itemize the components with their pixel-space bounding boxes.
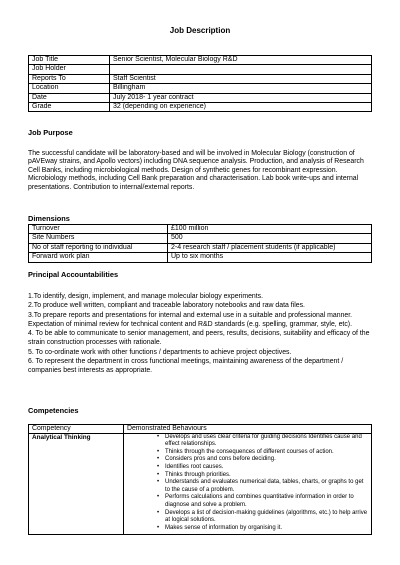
detail-value: 32 (depending on experience) [110, 103, 372, 112]
job-purpose-text: The successful candidate will be laboratory-based and will be involved in Molecular Biology (construction of pAVEway strains, and Apollo vectors) including DNA sequence analysis. Production, and analysis of Research Cell Banks, including microbiological methods. Design of synthetic genes for recombinant expression. Microbiology methods, including Cell Bank preparation and characterisation. Lab book write-ups and internal presentations. Contribution to internal/external reports. [28, 150, 364, 191]
table-row [29, 56, 372, 65]
table-row [29, 93, 372, 102]
competency-column-header: Competency [29, 425, 124, 434]
dimension-label: No of staff reporting to individual [29, 243, 168, 252]
detail-label: Job Title [29, 56, 110, 65]
list-item: • Considers pros and cons before deciding. [157, 456, 368, 464]
table-header-row [29, 425, 372, 434]
list-item: 5. To co-ordinate work with other functions / departments to achieve project objectives. [28, 348, 292, 356]
list-item: • Understands and evaluates numerical data, tables, charts, or graphs to get to the cause of a problem. [157, 479, 368, 494]
behaviours-cell [124, 433, 372, 535]
table-row [29, 74, 372, 83]
competency-name: Analytical Thinking [29, 433, 124, 535]
job-details-table [28, 55, 372, 112]
detail-label: Location [29, 84, 110, 93]
dimension-value: 2-4 research staff / placement students (if applicable) [168, 243, 372, 252]
table-row [29, 253, 372, 262]
list-item: 3.To prepare reports and presentations for internal and external use in a suitable and professional manner. Expectation of minimal review for technical content and R&D standards (e.g. spelling, grammar, style, etc). [28, 311, 353, 328]
list-item: 4. To be able to communicate to senior management, and peers, results, decisions, suitability and efficacy of the strain construction processes with rationale. [28, 330, 370, 347]
detail-value [110, 65, 372, 74]
dimension-label: Turnover [29, 225, 168, 234]
table-row [29, 433, 372, 535]
dimensions-table [28, 224, 372, 263]
table-row [29, 65, 372, 74]
list-item: • Thinks through priorities. [157, 472, 368, 480]
table-row [29, 243, 372, 252]
detail-value: Senior Scientist, Molecular Biology R&D [110, 56, 372, 65]
list-item: • Makes sense of information by organising it. [157, 525, 368, 533]
dimension-value: 500 [168, 234, 372, 243]
list-item: 1.To identify, design, implement, and manage molecular biology experiments. [28, 293, 264, 300]
table-row [29, 225, 372, 234]
detail-label: Job Holder [29, 65, 110, 74]
table-row [29, 103, 372, 112]
detail-label: Date [29, 93, 110, 102]
dimension-label: Site Numbers [29, 234, 168, 243]
accountabilities-list [28, 292, 378, 376]
behaviours-column-header: Demonstrated Behaviours [124, 425, 372, 434]
detail-value: Staff Scientist [110, 74, 372, 83]
dimension-label: Forward work plan [29, 253, 168, 262]
document-title: Job Description [169, 26, 231, 35]
list-item: 6. To represent the department in cross functional meetings, maintaining awareness of the department / companies best interests as appropriate. [28, 358, 344, 375]
competencies-table [28, 424, 372, 535]
list-item: • Thinks through the consequences of different courses of action. [157, 449, 368, 457]
detail-value: July 2018- 1 year contract [110, 93, 372, 102]
detail-value: Billingham [110, 84, 372, 93]
behaviours-list [127, 434, 368, 535]
dimension-value: Up to six months [168, 253, 372, 262]
table-row [29, 84, 372, 93]
list-item: • Develops a list of decision-making guidelines (algorithms, etc.) to help arrive at logical solutions. [157, 510, 368, 525]
detail-label: Grade [29, 103, 110, 112]
accountabilities-heading: Principal Accountabilities [28, 270, 119, 279]
detail-label: Reports To [29, 74, 110, 83]
job-purpose-heading: Job Purpose [28, 128, 73, 137]
list-item: • Develops and uses clear criteria for guiding decisions Identifies cause and effect relationships. [157, 434, 368, 449]
table-row [29, 234, 372, 243]
competencies-heading: Competencies [28, 406, 79, 415]
list-item: • Identifies root causes. [157, 464, 368, 472]
dimensions-heading: Dimensions [28, 214, 70, 223]
list-item: 2.To produce well written, compliant and traceable laboratory notebooks and raw data files. [28, 302, 305, 310]
list-item: • Performs calculations and combines quantitative information in order to diagnose and solve a problem. [157, 494, 368, 509]
dimension-value: £100 million [168, 225, 372, 234]
